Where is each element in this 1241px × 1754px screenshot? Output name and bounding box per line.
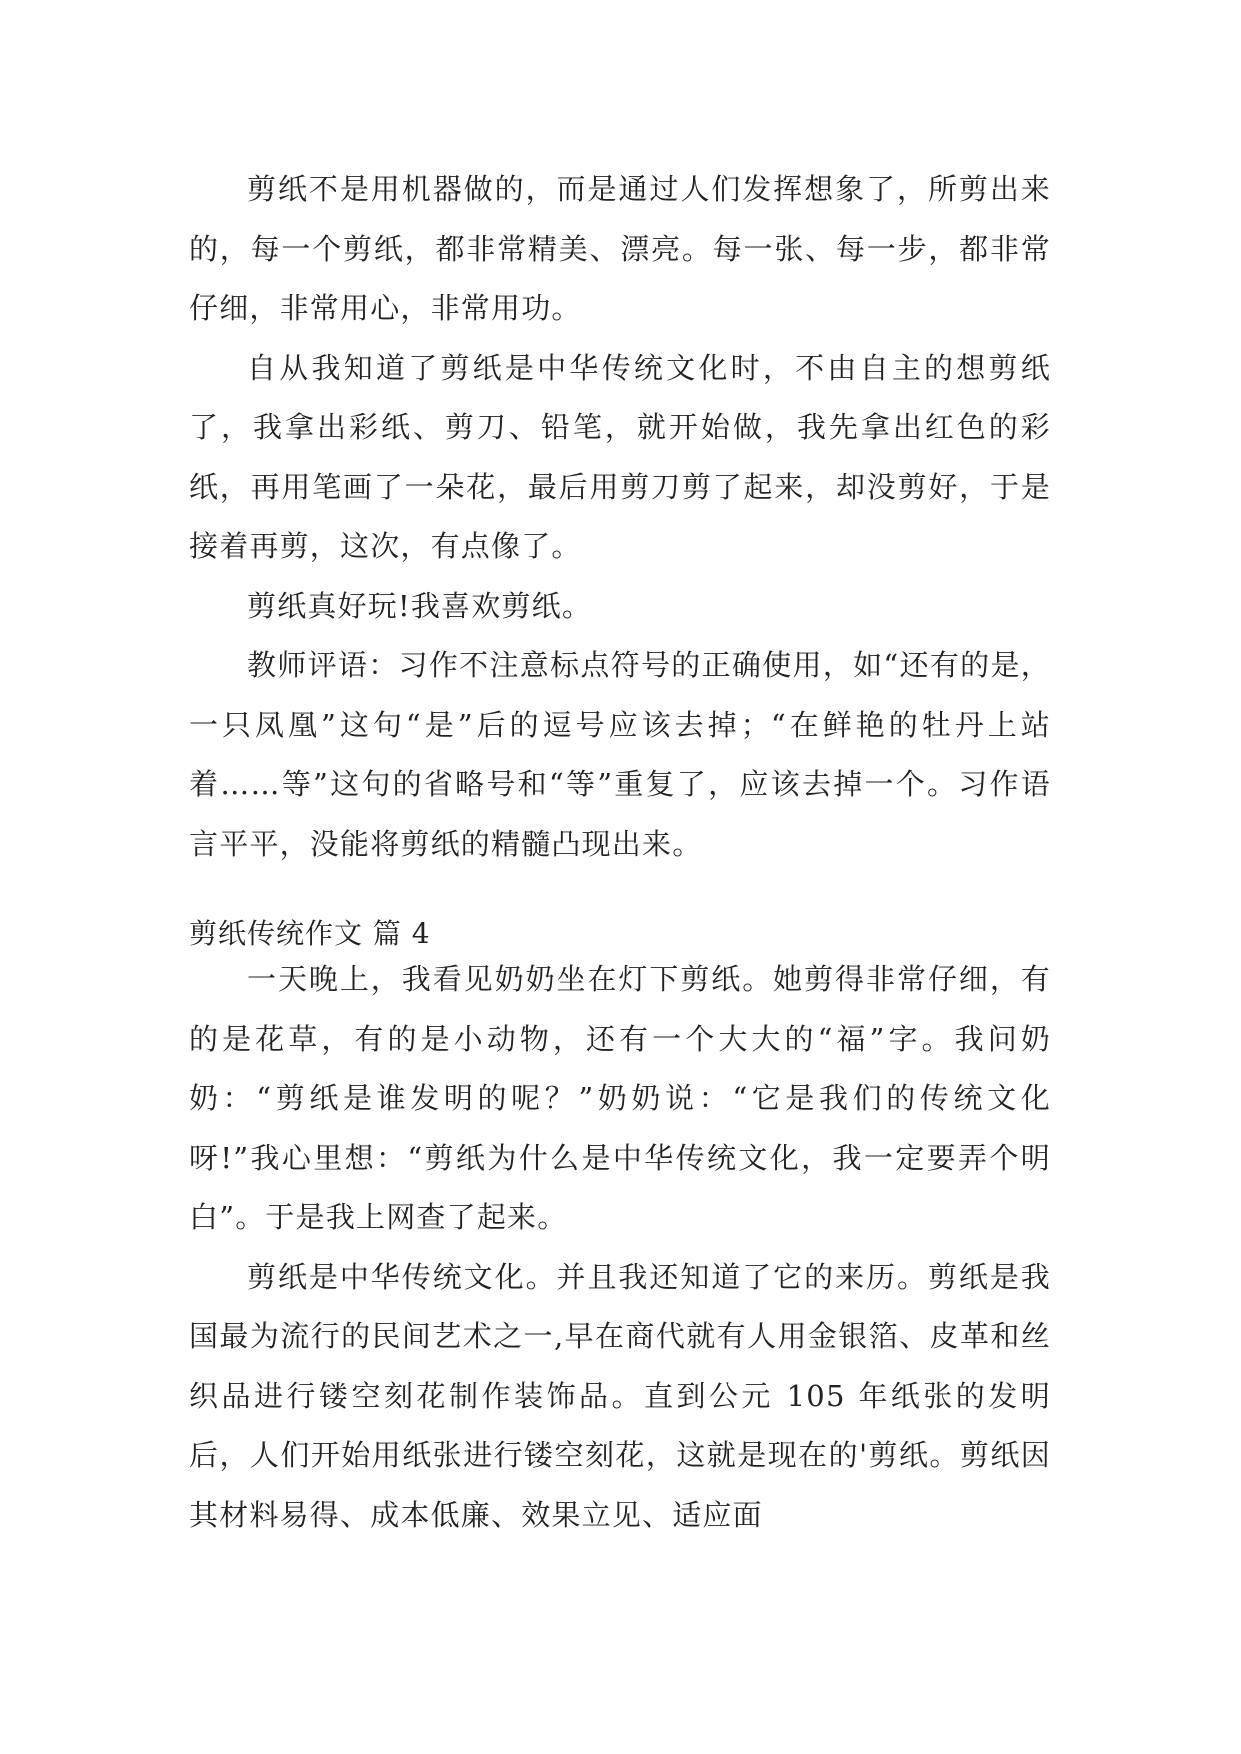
section-title: 剪纸传统作文 篇 4 (189, 917, 431, 950)
section-2-body (189, 950, 1051, 1545)
paragraph: 一天晚上，我看见奶奶坐在灯下剪纸。她剪得非常仔细，有的是花草，有的是小动物，还有一个大大的“福”字。我问奶奶：“剪纸是谁发明的呢？”奶奶说：“它是我们的传统文化呀!”我心里想：“剪纸为什么是中华传统文化，我一定要弄个明白”。于是我上网查了起来。 (189, 962, 1051, 1234)
paragraph: 剪纸不是用机器做的，而是通过人们发挥想象了，所剪出来的，每一个剪纸，都非常精美、漂亮。每一张、每一步，都非常仔细，非常用心，非常用功。 (189, 172, 1051, 325)
paragraph: 剪纸真好玩!我喜欢剪纸。 (247, 588, 593, 623)
paragraph: 自从我知道了剪纸是中华传统文化时，不由自主的想剪纸了，我拿出彩纸、剪刀、铅笔，就开始做，我先拿出红色的彩纸，再用笔画了一朵花，最后用剪刀剪了起来，却没剪好，于是接着再剪，这次，有点像了。 (189, 350, 1051, 563)
teacher-comment-paragraph: 教师评语：习作不注意标点符号的正确使用，如“还有的是，一只凤凰”这句“是”后的逗号应该去掉；“在鲜艳的牡丹上站着……等”这句的省略号和“等”重复了，应该去掉一个。习作语言平平，没能将剪纸的精髓凸现出来。 (189, 648, 1051, 861)
paragraph: 剪纸是中华传统文化。并且我还知道了它的来历。剪纸是我国最为流行的民间艺术之一,早在商代就有人用金银箔、皮革和丝织品进行镂空刻花制作装饰品。直到公元 105 年纸张的发明后，人们开始用纸张进行镂空刻花，这就是现在的'剪纸。剪纸因其材料易得、成本低廉、效果立见、适应面 (189, 1259, 1051, 1532)
section-1-body (189, 160, 1051, 874)
